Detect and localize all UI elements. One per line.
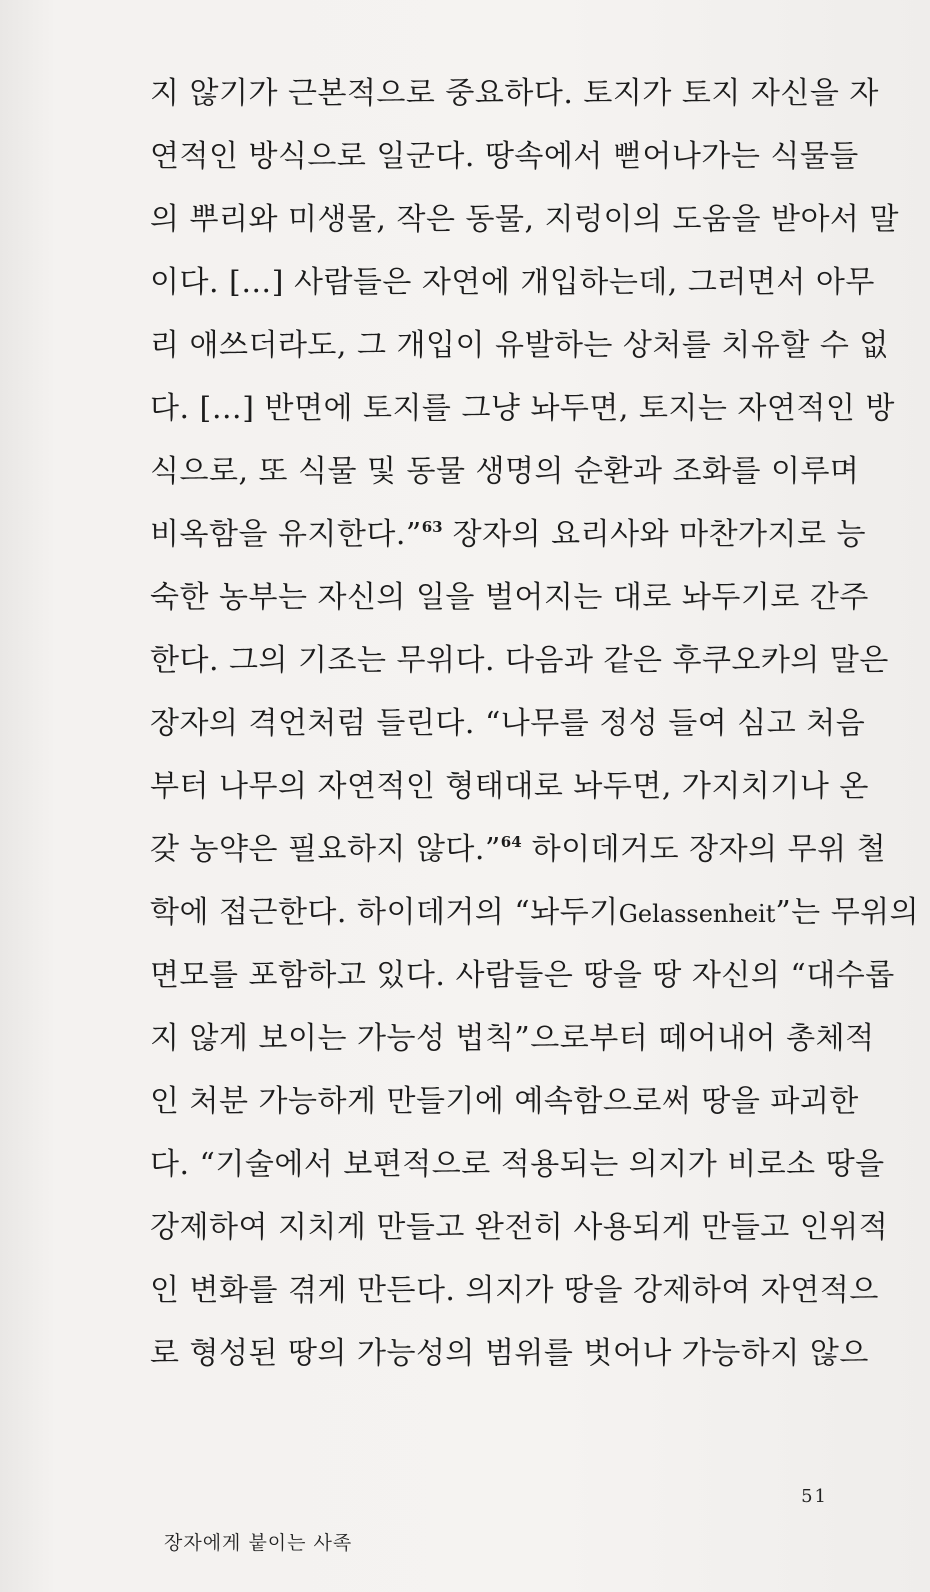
text-line: 인 처분 가능하게 만들기에 예속함으로써 땅을 파괴한 bbox=[150, 1084, 859, 1119]
text-line: 리 애쓰더라도, 그 개입이 유발하는 상처를 치유할 수 없 bbox=[150, 328, 889, 363]
running-title: 장자에게 붙이는 사족 bbox=[164, 1532, 353, 1554]
text-line bbox=[150, 881, 920, 944]
text-line: 이다. […] 사람들은 자연에 개입하는데, 그러면서 아무 bbox=[150, 265, 875, 300]
text-line: 지 않게 보이는 가능성 법칙”으로부터 떼어내어 총체적 bbox=[150, 1021, 875, 1056]
text-line: 숙한 농부는 자신의 일을 벌어지는 대로 놔두기로 간주 bbox=[150, 580, 869, 615]
footnote-marker-64: 64 bbox=[500, 833, 522, 851]
body-text bbox=[150, 62, 920, 1385]
text-line: 연적인 방식으로 일군다. 땅속에서 뻗어나가는 식물들 bbox=[150, 139, 859, 174]
text-segment: 장자의 요리사와 마찬가지로 능 bbox=[442, 517, 867, 552]
text-line: 한다. 그의 기조는 무위다. 다음과 같은 후쿠오카의 말은 bbox=[150, 643, 889, 678]
text-line: 다. […] 반면에 토지를 그냥 놔두면, 토지는 자연적인 방 bbox=[150, 391, 895, 426]
text-segment: ”는 무위의 bbox=[775, 895, 920, 930]
text-line: 인 변화를 겪게 만든다. 의지가 땅을 강제하여 자연적으 bbox=[150, 1273, 879, 1308]
text-line: 지 않기가 근본적으로 중요하다. 토지가 토지 자신을 자 bbox=[150, 76, 879, 111]
footnote-marker-63: 63 bbox=[421, 518, 443, 536]
text-segment: 하이데거도 장자의 무위 철 bbox=[521, 832, 887, 867]
text-segment: 갖 농약은 필요하지 않다.” bbox=[150, 832, 501, 867]
text-segment: 학에 접근한다. 하이데거의 “놔두기 bbox=[150, 895, 619, 930]
text-line bbox=[150, 503, 867, 566]
page-number: 51 bbox=[801, 1486, 828, 1507]
text-line: 부터 나무의 자연적인 형태대로 놔두면, 가지치기나 온 bbox=[150, 769, 869, 804]
text-line: 의 뿌리와 미생물, 작은 동물, 지렁이의 도움을 받아서 말 bbox=[150, 202, 899, 237]
text-line: 장자의 격언처럼 들린다. “나무를 정성 들여 심고 처음 bbox=[150, 706, 866, 741]
text-line bbox=[150, 818, 887, 881]
text-segment: 비옥함을 유지한다.” bbox=[150, 517, 422, 552]
text-line: 다. “기술에서 보편적으로 적용되는 의지가 비로소 땅을 bbox=[150, 1147, 885, 1182]
text-line: 로 형성된 땅의 가능성의 범위를 벗어나 가능하지 않으 bbox=[150, 1336, 869, 1371]
text-line: 면모를 포함하고 있다. 사람들은 땅을 땅 자신의 “대수롭 bbox=[150, 958, 895, 993]
text-line: 식으로, 또 식물 및 동물 생명의 순환과 조화를 이루며 bbox=[150, 454, 860, 489]
text-line: 강제하여 지치게 만들고 완전히 사용되게 만들고 인위적 bbox=[150, 1210, 889, 1245]
latin-term: Gelassenheit bbox=[618, 900, 776, 928]
